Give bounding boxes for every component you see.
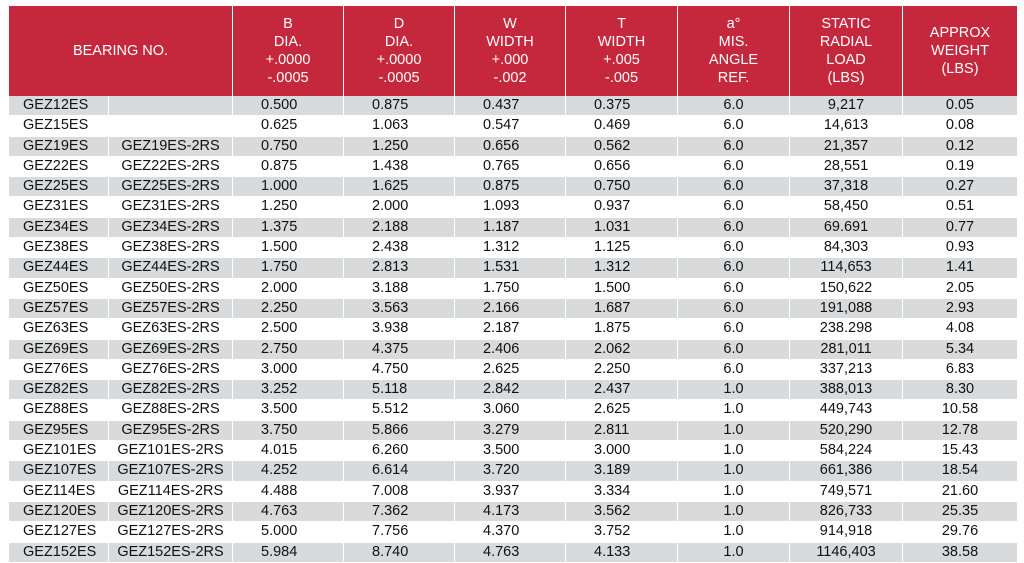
table-body	[9, 96, 1017, 563]
cell-sealed-bearing-no: GEZ95ES-2RS	[109, 421, 233, 441]
cell-d-dia: 2.438	[344, 238, 455, 258]
bearing-spec-table	[9, 6, 1017, 563]
cell-b-dia: 2.500	[233, 319, 344, 339]
cell-b-dia: 2.750	[233, 340, 344, 360]
cell-d-dia: 7.362	[344, 502, 455, 522]
cell-b-dia: 5.000	[233, 522, 344, 542]
cell-w-width: 3.720	[455, 461, 566, 481]
cell-static-load: 150,622	[790, 279, 903, 299]
cell-b-dia: 3.000	[233, 360, 344, 380]
cell-d-dia: 5.512	[344, 400, 455, 420]
cell-sealed-bearing-no: GEZ101ES-2RS	[109, 441, 233, 461]
table-row	[9, 96, 1017, 116]
cell-b-dia: 2.000	[233, 279, 344, 299]
cell-w-width: 3.937	[455, 482, 566, 502]
cell-d-dia: 3.188	[344, 279, 455, 299]
cell-t-width: 1.031	[566, 218, 678, 238]
cell-bearing-no: GEZ152ES	[9, 543, 109, 563]
cell-w-width: 0.437	[455, 96, 566, 116]
cell-mis-angle: 6.0	[678, 197, 790, 217]
cell-sealed-bearing-no: GEZ107ES-2RS	[109, 461, 233, 481]
cell-b-dia: 0.750	[233, 137, 344, 157]
cell-mis-angle: 1.0	[678, 543, 790, 563]
cell-b-dia: 4.763	[233, 502, 344, 522]
cell-w-width: 2.842	[455, 380, 566, 400]
cell-static-load: 238.298	[790, 319, 903, 339]
table-row	[9, 400, 1017, 420]
cell-bearing-no: GEZ69ES	[9, 340, 109, 360]
cell-b-dia: 4.015	[233, 441, 344, 461]
cell-t-width: 3.752	[566, 522, 678, 542]
header-w-width: W WIDTH +.000 -.002	[455, 6, 566, 96]
cell-bearing-no: GEZ114ES	[9, 482, 109, 502]
cell-static-load: 826,733	[790, 502, 903, 522]
cell-mis-angle: 1.0	[678, 461, 790, 481]
table-row	[9, 258, 1017, 278]
cell-approx-weight: 15.43	[903, 441, 1017, 461]
cell-approx-weight: 0.51	[903, 197, 1017, 217]
table-row	[9, 380, 1017, 400]
cell-mis-angle: 1.0	[678, 522, 790, 542]
table-row	[9, 502, 1017, 522]
cell-w-width: 1.312	[455, 238, 566, 258]
cell-approx-weight: 10.58	[903, 400, 1017, 420]
cell-approx-weight: 2.93	[903, 299, 1017, 319]
cell-bearing-no: GEZ50ES	[9, 279, 109, 299]
header-b-dia: B DIA. +.0000 -.0005	[233, 6, 344, 96]
table-header	[9, 6, 1017, 96]
cell-bearing-no: GEZ19ES	[9, 137, 109, 157]
cell-w-width: 2.187	[455, 319, 566, 339]
cell-t-width: 1.500	[566, 279, 678, 299]
cell-d-dia: 2.188	[344, 218, 455, 238]
cell-static-load: 449,743	[790, 400, 903, 420]
cell-sealed-bearing-no: GEZ114ES-2RS	[109, 482, 233, 502]
cell-mis-angle: 1.0	[678, 380, 790, 400]
cell-approx-weight: 0.08	[903, 116, 1017, 136]
cell-static-load: 914,918	[790, 522, 903, 542]
cell-d-dia: 1.625	[344, 177, 455, 197]
cell-b-dia: 0.625	[233, 116, 344, 136]
cell-d-dia: 7.008	[344, 482, 455, 502]
cell-approx-weight: 29.76	[903, 522, 1017, 542]
cell-bearing-no: GEZ101ES	[9, 441, 109, 461]
cell-b-dia: 0.875	[233, 157, 344, 177]
cell-d-dia: 2.000	[344, 197, 455, 217]
table-row	[9, 157, 1017, 177]
table-row	[9, 441, 1017, 461]
cell-approx-weight: 0.77	[903, 218, 1017, 238]
cell-mis-angle: 6.0	[678, 360, 790, 380]
cell-w-width: 3.279	[455, 421, 566, 441]
cell-static-load: 58,450	[790, 197, 903, 217]
table-row	[9, 279, 1017, 299]
cell-bearing-no: GEZ127ES	[9, 522, 109, 542]
cell-b-dia: 3.500	[233, 400, 344, 420]
cell-b-dia: 3.750	[233, 421, 344, 441]
cell-w-width: 4.763	[455, 543, 566, 563]
header-bearing-no: BEARING NO.	[9, 6, 233, 96]
cell-sealed-bearing-no: GEZ152ES-2RS	[109, 543, 233, 563]
header-d-dia: D DIA. +.0000 -.0005	[344, 6, 455, 96]
cell-t-width: 0.937	[566, 197, 678, 217]
cell-d-dia: 4.750	[344, 360, 455, 380]
cell-t-width: 2.811	[566, 421, 678, 441]
cell-d-dia: 3.938	[344, 319, 455, 339]
cell-t-width: 0.469	[566, 116, 678, 136]
cell-static-load: 37,318	[790, 177, 903, 197]
cell-bearing-no: GEZ82ES	[9, 380, 109, 400]
table-row	[9, 522, 1017, 542]
header-static-radial-load: STATIC RADIAL LOAD (LBS)	[790, 6, 903, 96]
cell-sealed-bearing-no: GEZ120ES-2RS	[109, 502, 233, 522]
cell-t-width: 0.750	[566, 177, 678, 197]
cell-approx-weight: 2.05	[903, 279, 1017, 299]
cell-b-dia: 1.250	[233, 197, 344, 217]
cell-bearing-no: GEZ44ES	[9, 258, 109, 278]
cell-bearing-no: GEZ76ES	[9, 360, 109, 380]
cell-b-dia: 1.750	[233, 258, 344, 278]
cell-w-width: 4.370	[455, 522, 566, 542]
cell-approx-weight: 25.35	[903, 502, 1017, 522]
cell-mis-angle: 6.0	[678, 279, 790, 299]
cell-mis-angle: 6.0	[678, 299, 790, 319]
cell-bearing-no: GEZ34ES	[9, 218, 109, 238]
cell-d-dia: 5.866	[344, 421, 455, 441]
cell-d-dia: 8.740	[344, 543, 455, 563]
cell-d-dia: 6.260	[344, 441, 455, 461]
table-row	[9, 421, 1017, 441]
cell-b-dia: 4.252	[233, 461, 344, 481]
cell-t-width: 1.125	[566, 238, 678, 258]
cell-sealed-bearing-no: GEZ22ES-2RS	[109, 157, 233, 177]
cell-b-dia: 5.984	[233, 543, 344, 563]
table-row	[9, 360, 1017, 380]
cell-w-width: 0.656	[455, 137, 566, 157]
cell-sealed-bearing-no: GEZ69ES-2RS	[109, 340, 233, 360]
header-approx-weight: APPROX WEIGHT (LBS)	[903, 6, 1017, 96]
cell-t-width: 1.875	[566, 319, 678, 339]
cell-sealed-bearing-no	[109, 96, 233, 116]
table-row	[9, 238, 1017, 258]
cell-w-width: 0.875	[455, 177, 566, 197]
cell-t-width: 2.437	[566, 380, 678, 400]
cell-t-width: 0.656	[566, 157, 678, 177]
cell-approx-weight: 0.19	[903, 157, 1017, 177]
cell-t-width: 0.562	[566, 137, 678, 157]
cell-sealed-bearing-no: GEZ25ES-2RS	[109, 177, 233, 197]
cell-static-load: 520,290	[790, 421, 903, 441]
cell-bearing-no: GEZ120ES	[9, 502, 109, 522]
cell-mis-angle: 6.0	[678, 218, 790, 238]
cell-bearing-no: GEZ12ES	[9, 96, 109, 116]
cell-sealed-bearing-no: GEZ88ES-2RS	[109, 400, 233, 420]
cell-approx-weight: 1.41	[903, 258, 1017, 278]
cell-mis-angle: 6.0	[678, 157, 790, 177]
cell-sealed-bearing-no: GEZ76ES-2RS	[109, 360, 233, 380]
cell-sealed-bearing-no: GEZ50ES-2RS	[109, 279, 233, 299]
cell-d-dia: 5.118	[344, 380, 455, 400]
cell-b-dia: 1.000	[233, 177, 344, 197]
table-row	[9, 197, 1017, 217]
cell-w-width: 1.093	[455, 197, 566, 217]
cell-sealed-bearing-no: GEZ63ES-2RS	[109, 319, 233, 339]
cell-bearing-no: GEZ95ES	[9, 421, 109, 441]
cell-w-width: 1.187	[455, 218, 566, 238]
cell-bearing-no: GEZ88ES	[9, 400, 109, 420]
table-row	[9, 218, 1017, 238]
cell-approx-weight: 5.34	[903, 340, 1017, 360]
table-row	[9, 177, 1017, 197]
cell-bearing-no: GEZ57ES	[9, 299, 109, 319]
cell-sealed-bearing-no: GEZ38ES-2RS	[109, 238, 233, 258]
cell-static-load: 388,013	[790, 380, 903, 400]
cell-approx-weight: 0.12	[903, 137, 1017, 157]
cell-approx-weight: 0.93	[903, 238, 1017, 258]
cell-mis-angle: 1.0	[678, 482, 790, 502]
table-row	[9, 319, 1017, 339]
cell-sealed-bearing-no: GEZ34ES-2RS	[109, 218, 233, 238]
cell-mis-angle: 1.0	[678, 421, 790, 441]
cell-static-load: 191,088	[790, 299, 903, 319]
cell-mis-angle: 6.0	[678, 116, 790, 136]
cell-t-width: 4.133	[566, 543, 678, 563]
cell-static-load: 661,386	[790, 461, 903, 481]
cell-sealed-bearing-no: GEZ31ES-2RS	[109, 197, 233, 217]
cell-static-load: 69.691	[790, 218, 903, 238]
cell-t-width: 3.562	[566, 502, 678, 522]
cell-sealed-bearing-no	[109, 116, 233, 136]
cell-d-dia: 1.063	[344, 116, 455, 136]
cell-mis-angle: 6.0	[678, 137, 790, 157]
cell-w-width: 0.765	[455, 157, 566, 177]
cell-t-width: 0.375	[566, 96, 678, 116]
cell-t-width: 3.000	[566, 441, 678, 461]
cell-mis-angle: 6.0	[678, 96, 790, 116]
cell-static-load: 84,303	[790, 238, 903, 258]
cell-b-dia: 0.500	[233, 96, 344, 116]
table-row	[9, 461, 1017, 481]
cell-w-width: 1.531	[455, 258, 566, 278]
cell-t-width: 1.312	[566, 258, 678, 278]
cell-sealed-bearing-no: GEZ19ES-2RS	[109, 137, 233, 157]
cell-bearing-no: GEZ25ES	[9, 177, 109, 197]
cell-static-load: 9,217	[790, 96, 903, 116]
cell-static-load: 114,653	[790, 258, 903, 278]
cell-bearing-no: GEZ38ES	[9, 238, 109, 258]
cell-b-dia: 2.250	[233, 299, 344, 319]
bearing-spec-table-wrapper	[9, 6, 1017, 563]
header-mis-angle: a° MIS. ANGLE REF.	[678, 6, 790, 96]
cell-approx-weight: 8.30	[903, 380, 1017, 400]
cell-approx-weight: 12.78	[903, 421, 1017, 441]
table-row	[9, 116, 1017, 136]
cell-mis-angle: 1.0	[678, 441, 790, 461]
cell-mis-angle: 6.0	[678, 238, 790, 258]
cell-b-dia: 3.252	[233, 380, 344, 400]
cell-mis-angle: 6.0	[678, 258, 790, 278]
cell-w-width: 2.166	[455, 299, 566, 319]
cell-w-width: 1.750	[455, 279, 566, 299]
cell-static-load: 337,213	[790, 360, 903, 380]
cell-w-width: 4.173	[455, 502, 566, 522]
cell-sealed-bearing-no: GEZ44ES-2RS	[109, 258, 233, 278]
cell-t-width: 3.189	[566, 461, 678, 481]
cell-bearing-no: GEZ31ES	[9, 197, 109, 217]
cell-d-dia: 3.563	[344, 299, 455, 319]
cell-w-width: 2.406	[455, 340, 566, 360]
cell-d-dia: 1.250	[344, 137, 455, 157]
cell-d-dia: 7.756	[344, 522, 455, 542]
cell-static-load: 28,551	[790, 157, 903, 177]
table-row	[9, 137, 1017, 157]
cell-static-load: 584,224	[790, 441, 903, 461]
cell-d-dia: 0.875	[344, 96, 455, 116]
cell-bearing-no: GEZ22ES	[9, 157, 109, 177]
cell-t-width: 2.062	[566, 340, 678, 360]
cell-mis-angle: 1.0	[678, 502, 790, 522]
cell-t-width: 2.250	[566, 360, 678, 380]
cell-t-width: 1.687	[566, 299, 678, 319]
cell-mis-angle: 6.0	[678, 177, 790, 197]
cell-w-width: 3.500	[455, 441, 566, 461]
cell-mis-angle: 1.0	[678, 400, 790, 420]
cell-w-width: 3.060	[455, 400, 566, 420]
cell-static-load: 749,571	[790, 482, 903, 502]
cell-approx-weight: 38.58	[903, 543, 1017, 563]
table-row	[9, 299, 1017, 319]
cell-approx-weight: 18.54	[903, 461, 1017, 481]
cell-d-dia: 6.614	[344, 461, 455, 481]
cell-mis-angle: 6.0	[678, 340, 790, 360]
cell-w-width: 0.547	[455, 116, 566, 136]
cell-approx-weight: 0.05	[903, 96, 1017, 116]
cell-d-dia: 2.813	[344, 258, 455, 278]
cell-t-width: 2.625	[566, 400, 678, 420]
cell-t-width: 3.334	[566, 482, 678, 502]
cell-static-load: 21,357	[790, 137, 903, 157]
cell-bearing-no: GEZ63ES	[9, 319, 109, 339]
table-row	[9, 482, 1017, 502]
cell-b-dia: 1.500	[233, 238, 344, 258]
cell-b-dia: 4.488	[233, 482, 344, 502]
cell-approx-weight: 21.60	[903, 482, 1017, 502]
cell-bearing-no: GEZ15ES	[9, 116, 109, 136]
cell-approx-weight: 6.83	[903, 360, 1017, 380]
cell-sealed-bearing-no: GEZ127ES-2RS	[109, 522, 233, 542]
table-row	[9, 340, 1017, 360]
cell-static-load: 281,011	[790, 340, 903, 360]
cell-w-width: 2.625	[455, 360, 566, 380]
cell-mis-angle: 6.0	[678, 319, 790, 339]
cell-approx-weight: 4.08	[903, 319, 1017, 339]
cell-d-dia: 1.438	[344, 157, 455, 177]
cell-bearing-no: GEZ107ES	[9, 461, 109, 481]
table-row	[9, 543, 1017, 563]
cell-d-dia: 4.375	[344, 340, 455, 360]
cell-sealed-bearing-no: GEZ57ES-2RS	[109, 299, 233, 319]
cell-b-dia: 1.375	[233, 218, 344, 238]
cell-sealed-bearing-no: GEZ82ES-2RS	[109, 380, 233, 400]
cell-approx-weight: 0.27	[903, 177, 1017, 197]
cell-static-load: 1146,403	[790, 543, 903, 563]
header-t-width: T WIDTH +.005 -.005	[566, 6, 678, 96]
cell-static-load: 14,613	[790, 116, 903, 136]
